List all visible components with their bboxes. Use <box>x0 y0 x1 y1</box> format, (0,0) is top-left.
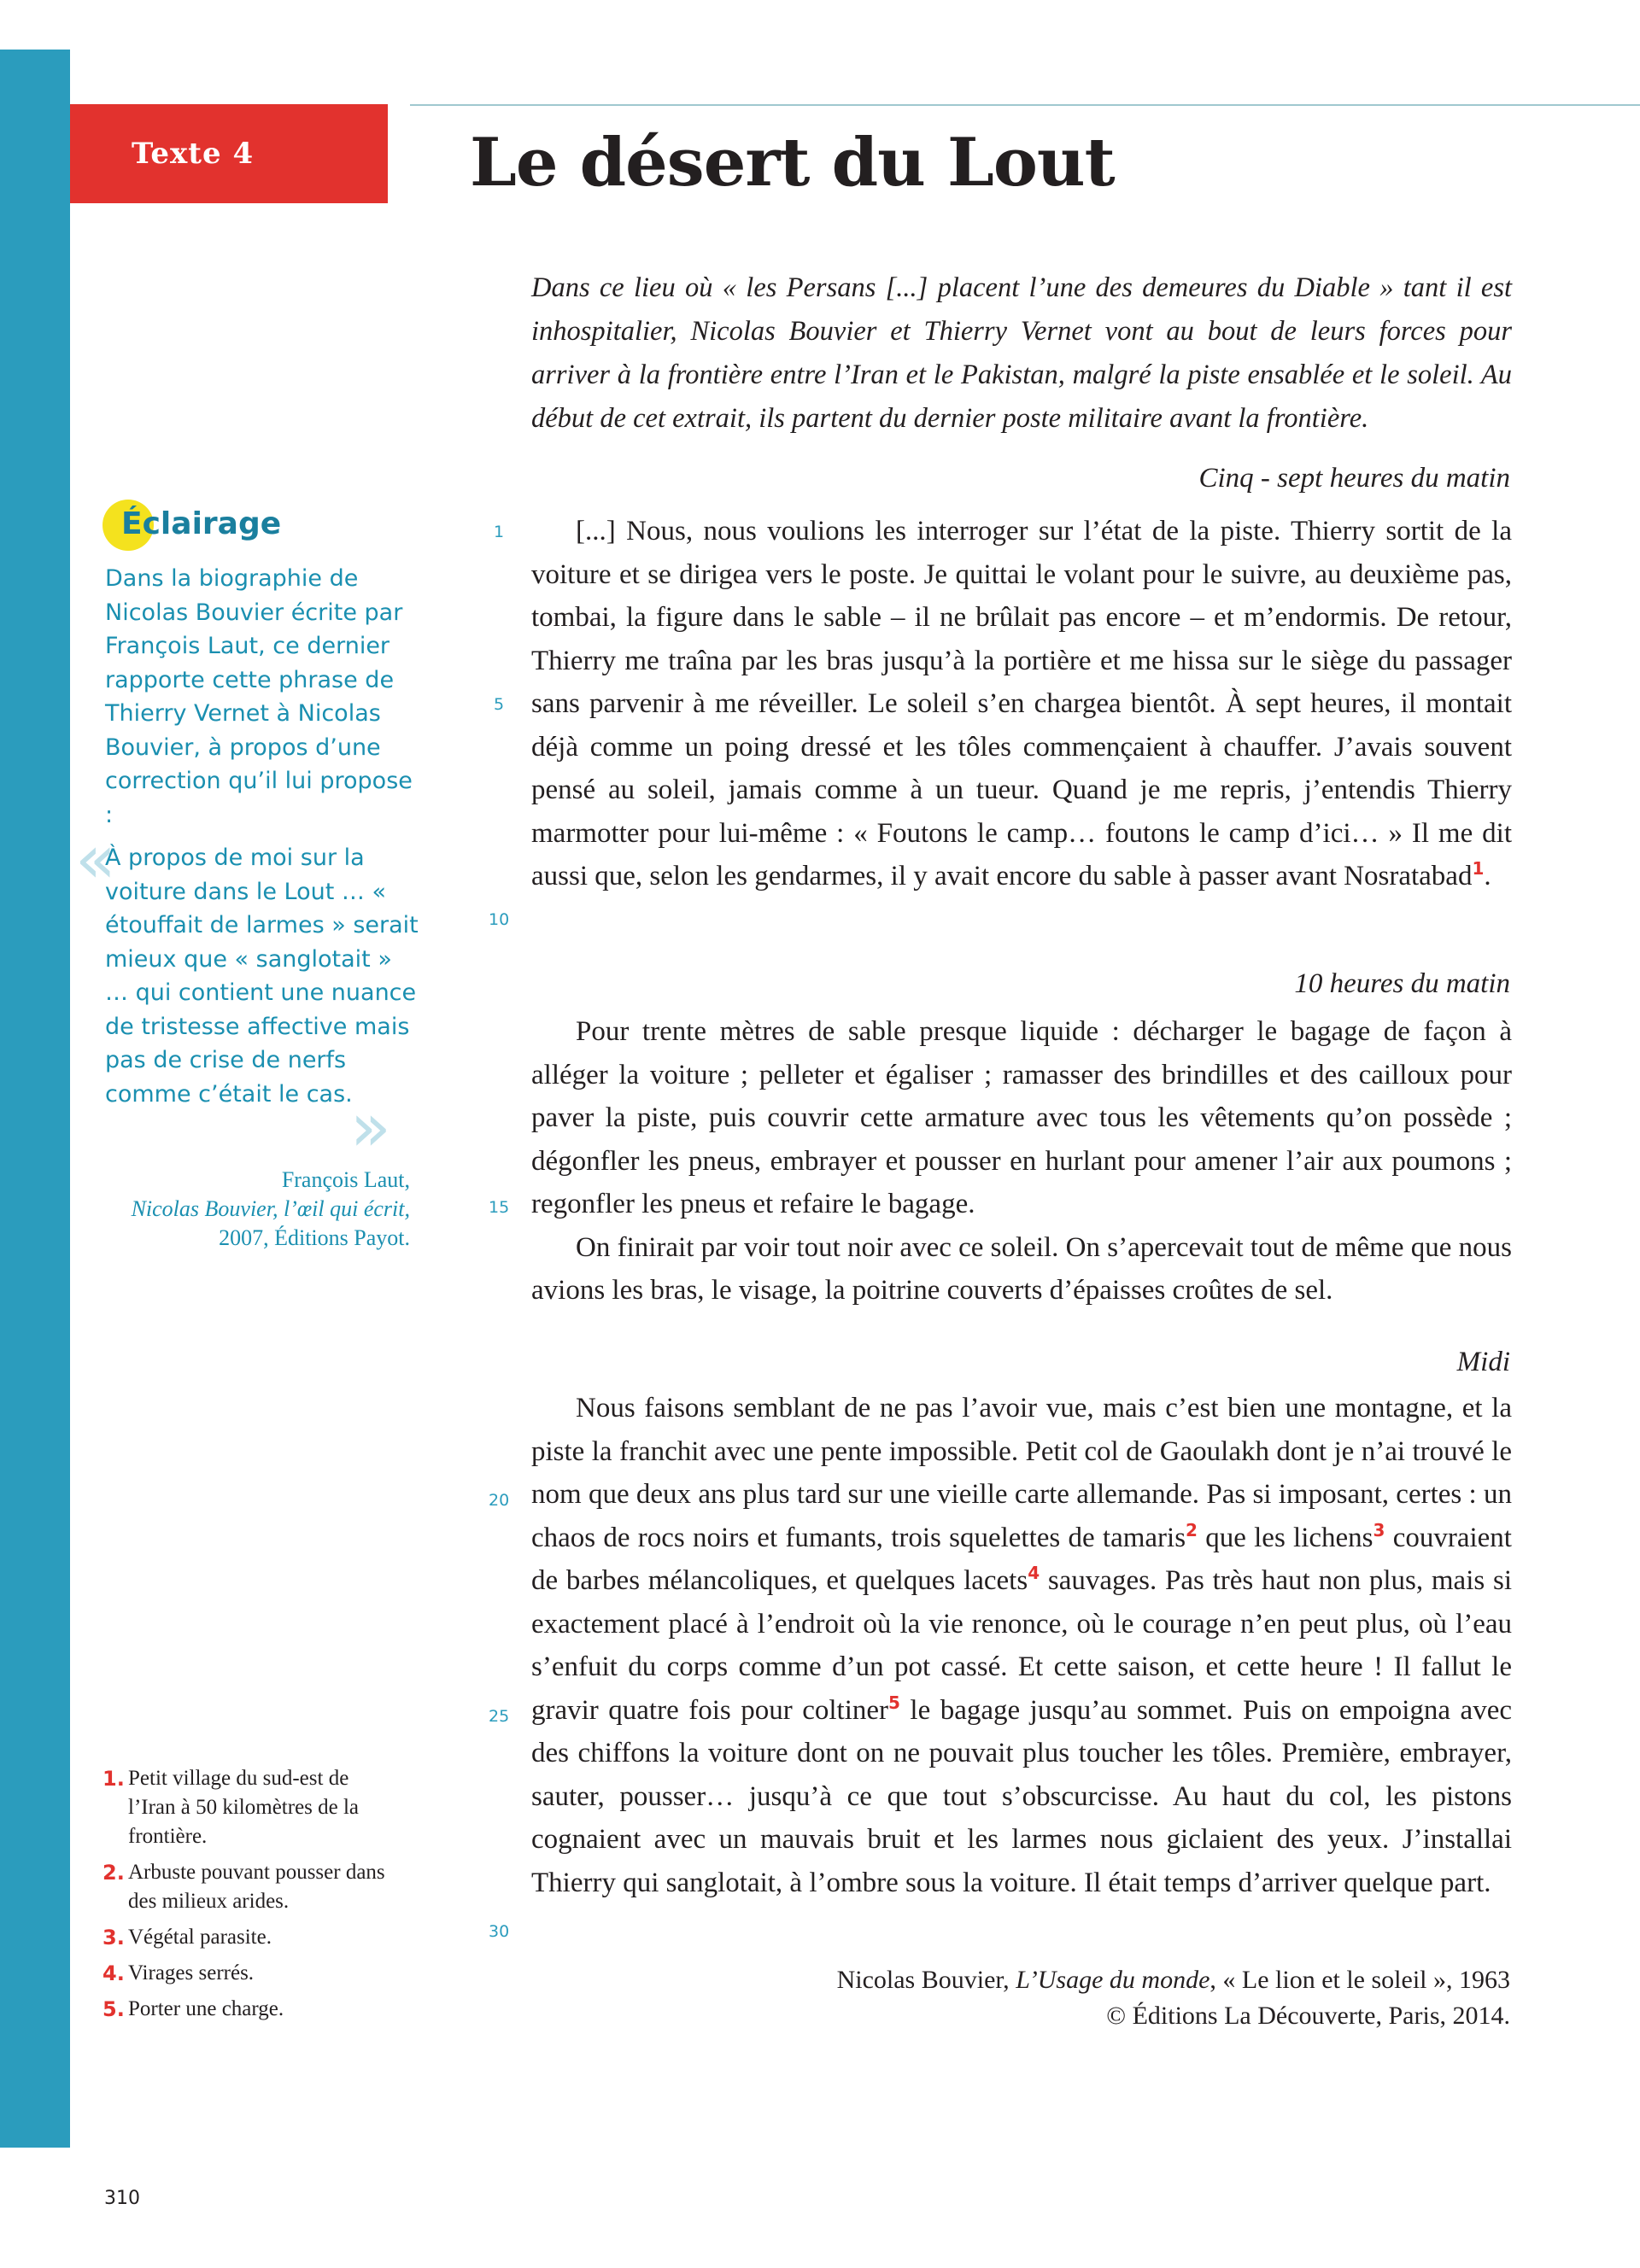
line-number: 30 <box>489 1922 510 1941</box>
section-time-1: Cinq - sept heures du matin <box>1198 463 1510 494</box>
intro-paragraph: Dans ce lieu où « les Persans [...] placent l’une des demeures du Diable » tant il est inhospitalier, Nicolas Bouvier et Thierry Vernet vont au bout de leurs forces pour arriver à la frontière entre l’Iran et le Pakistan, malgré la piste ensablée et le soleil. Au début de cet extrait, ils partent du dernier poste militaire avant la frontière. <box>531 272 1512 434</box>
line-number: 5 <box>493 695 505 714</box>
footnote-item: 2. Arbuste pouvant pousser dans des milieux arides. <box>102 1861 385 1913</box>
title-rule <box>410 104 1640 106</box>
line-number: 25 <box>489 1707 510 1726</box>
footnote-item: 3. Végétal parasite. <box>102 1926 272 1949</box>
section-body-1 <box>531 510 1512 898</box>
text-number-label: Texte 4 <box>132 137 255 171</box>
footnotes <box>102 1764 393 2031</box>
text-number-tab <box>70 104 388 203</box>
source-citation <box>837 1962 1510 2034</box>
paragraph: [...] Nous, nous voulions les interroger sur l’état de la piste. Thierry sortit de la voiture et se dirigea vers le poste. Je quittai le volant pour le suivre, au deuxième pas, tombai, la figure dans le sable – il ne brûlait pas encore – et m’endormis. De retour, Thierry me traîna par les bras jusqu’à la portière et me hissa sur le siège du passager sans parvenir à me réveiller. Le soleil s’en chargea bientôt. À sept heures, il montait déjà comme un poing dressé et les tôles commençaient à chauffer. J’avais souvent pensé au soleil, jamais comme à un tueur. Quand je me repris, j’entendis Thierry marmotter pour lui-même : « Foutons le camp… foutons le camp d’ici… » Il me dit aussi que, selon les gendarmes, il y avait encore du sable à passer avant Nosratabad$^1$. <box>531 516 1512 891</box>
eclairage-text: Dans la biographie de Nicolas Bouvier écrite par François Laut, ce dernier rapporte cette phrase de Thierry Vernet à Nicolas Bouvier, à propos d’une correction qu’il lui propose : <box>105 565 413 828</box>
section-time-3: Midi <box>1456 1347 1510 1377</box>
line-number: 15 <box>489 1198 510 1217</box>
footnote-ref: 4 <box>1028 1563 1040 1583</box>
source-line: Nicolas Bouvier, L’Usage du monde, « Le lion et le soleil », 1963 <box>836 1966 1510 1994</box>
paragraph: Pour trente mètres de sable presque liquide : décharger le bagage de façon à alléger la voiture ; pelleter et égaliser ; ramasser des brindilles et des cailloux pour paver la piste, puis couvrir cette armature avec tous les vêtements qu’on possède ; dégonfler les pneus, embrayer et pousser en hurlant pour amener l’air aux poumons ; regonfler les pneus et refaire le bagage. <box>531 1016 1512 1219</box>
section-body-3 <box>531 1387 1512 1904</box>
line-number: 20 <box>489 1491 510 1510</box>
open-quote-mark: « <box>75 821 116 898</box>
close-quote-mark: » <box>350 1090 391 1166</box>
footnote-item: 1. Petit village du sud-est de l’Iran à 50 kilomètres de la frontière. <box>102 1767 360 1848</box>
paragraph: Nous faisons semblant de ne pas l’avoir vue, mais c’est bien une montagne, et la piste la franchit avec une pente impossible. Petit col de Gaoulakh dont je n’ai trouvé le nom que deux ans plus tard sur une vieille carte allemande. Pas si imposant, certes : un chaos de rocs noirs et fumants, trois squelettes de tamaris$^2$ que les lichens$^3$ couvraient de barbes mélancoliques, et quelques lacets$^4$ sauvages. Pas très haut non plus, mais si exactement placé à l’endroit où la vie renonce, où le courage n’en peut plus, où l’eau s’enfuit du corps comme d’un pot cassé. Et cette saison, et cette heure ! Il fallut le gravir quatre fois pour coltiner$^5$ le bagage jusqu’au sommet. Puis on empoigna avec des chiffons la voiture dont on ne pouvait plus toucher les tôles. Première, embrayer, sauter, pousser… jusqu’à ce que tout s’obscurcisse. Au haut du col, les pistons cognaient avec un mauvais bruit et les larmes nous giclaient des yeux. J’installai Thierry qui sanglotait, à l’ombre sous la voiture. Il était temps d’arriver quelque part. <box>531 1393 1512 1898</box>
footnote-ref: 3 <box>1373 1519 1385 1540</box>
paragraph: On finirait par voir tout noir avec ce soleil. On s’apercevait tout de même que nous avions les bras, le visage, la poitrine couverts d’épaisses croûtes de sel. <box>531 1231 1512 1306</box>
footnote-ref: 2 <box>1186 1519 1198 1540</box>
line-number: 10 <box>489 910 510 929</box>
footnote-item: 5. Porter une charge. <box>102 1997 284 2021</box>
line-number: 1 <box>493 523 505 541</box>
footnote-ref: 5 <box>888 1692 900 1713</box>
footnote-ref: 1 <box>1472 858 1485 879</box>
page-title: Le désert du Lout <box>470 124 1115 202</box>
side-color-bar <box>0 50 70 2148</box>
copyright-line: © Éditions La Découverte, Paris, 2014. <box>1106 2002 1510 2030</box>
eclairage-credit: François Laut, Nicolas Bouvier, l’œil qui écrit, 2007, Éditions Payot. <box>131 1167 410 1250</box>
eclairage-title: Éclairage <box>121 506 282 541</box>
page-number: 310 <box>104 2188 140 2209</box>
eclairage-quote: À propos de moi sur la voiture dans le Lout … « étouffait de larmes » serait mieux que « sanglotait » … qui contient une nuance de tristesse affective mais pas de crise de nerfs comme c’était le cas. <box>105 845 419 1108</box>
section-body-2 <box>531 1010 1512 1312</box>
section-time-2: 10 heures du matin <box>1294 968 1510 999</box>
footnote-item: 4. Virages serrés. <box>102 1961 255 1985</box>
